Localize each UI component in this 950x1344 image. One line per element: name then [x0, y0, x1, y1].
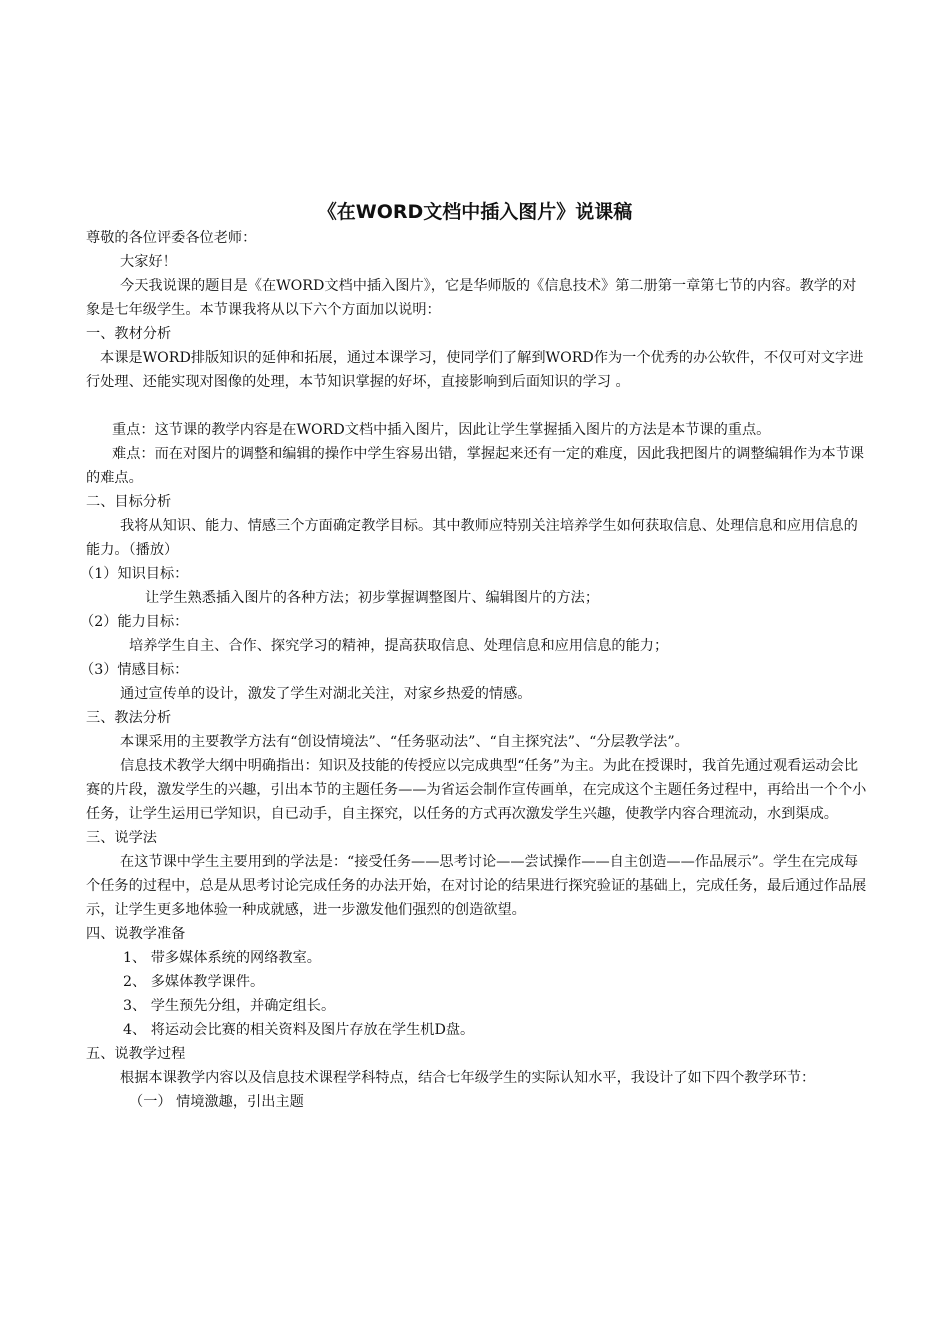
section-heading-preparation: 四、说教学准备 [86, 926, 186, 942]
emotion-goal-text: 通过宣传单的设计，激发了学生对湖北关注，对家乡热爱的情感。 [120, 686, 532, 702]
textbook-analysis-paragraph: 本课是WORD排版知识的延伸和拓展，通过本课学习，使同学们了解到WORD作为一个优秀的办公软件，不仅可对文字进行处理、还能实现对图像的处理，本节知识掌握的好坏，直接影响到后面知识的学习 。 [86, 350, 864, 390]
teaching-process-subheading: （一） 情境激趣，引出主题 [129, 1094, 304, 1110]
learning-method-paragraph: 在这节课中学生主要用到的学法是：“接受任务——思考讨论——尝试操作——自主创造——作品展示”。学生在完成每个任务的过程中，总是从思考讨论完成任务的办法开始，在对讨论的结果进行探究验证的基础上，完成任务，最后通过作品展示，让学生更多地体验一种成就感，进一步激发他们强烈的创造欲望。 [86, 854, 867, 918]
section-heading-learning-method: 三、说学法 [86, 830, 157, 846]
salutation: 尊敬的各位评委各位老师： [86, 230, 257, 246]
preparation-item: 3、 学生预先分组，并确定组长。 [123, 998, 336, 1014]
preparation-item: 1、 带多媒体系统的网络教室。 [123, 950, 321, 966]
difficulty-paragraph: 难点：而在对图片的调整和编辑的操作中学生容易出错，掌握起来还有一定的难度，因此我把图片的调整编辑作为本节课的难点。 [86, 446, 864, 486]
ability-goal-text: 培养学生自主、合作、探究学习的精神，提高获取信息、处理信息和应用信息的能力； [129, 638, 669, 654]
section-heading-textbook-analysis: 一、教材分析 [86, 326, 172, 342]
goal-analysis-paragraph: 我将从知识、能力、情感三个方面确定教学目标。其中教师应特别关注培养学生如何获取信息、处理信息和应用信息的能力。（播放） [86, 518, 858, 558]
teaching-method-paragraph-1: 本课采用的主要教学方法有“创设情境法”、“任务驱动法”、“自主探究法”、“分层教学法”。 [120, 734, 689, 750]
knowledge-goal-label: （1）知识目标： [80, 566, 189, 582]
preparation-item: 2、 多媒体教学课件。 [123, 974, 265, 990]
preparation-item: 4、 将运动会比赛的相关资料及图片存放在学生机D盘。 [123, 1022, 475, 1038]
section-heading-goal-analysis: 二、目标分析 [86, 494, 172, 510]
document-body [80, 226, 868, 1114]
section-heading-teaching-method: 三、教法分析 [86, 710, 172, 726]
emotion-goal-label: （3）情感目标： [80, 662, 189, 678]
knowledge-goal-text: 让学生熟悉插入图片的各种方法；初步掌握调整图片、编辑图片的方法； [145, 590, 600, 606]
teaching-process-paragraph: 根据本课教学内容以及信息技术课程学科特点，结合七年级学生的实际认知水平，我设计了如下四个教学环节： [120, 1070, 816, 1086]
teaching-method-paragraph-2: 信息技术教学大纲中明确指出：知识及技能的传授应以完成典型“任务”为主。为此在授课时，我首先通过观看运动会比赛的片段，激发学生的兴趣，引出本节的主题任务——为省运会制作宣传画单，在完成这个主题任务过程中，再给出一个个小任务，让学生运用已学知识，自已动手，自主探究，以任务的方式再次激发学生兴趣，使教学内容合理流动，水到渠成。 [86, 758, 867, 822]
blank-line [86, 394, 868, 418]
document-title: 《在WORD文档中插入图片》说课稿 [317, 201, 633, 223]
intro-paragraph: 今天我说课的题目是《在WORD文档中插入图片》，它是华师版的《信息技术》第二册第一章第七节的内容。教学的对象是七年级学生。本节课我将从以下六个方面加以说明： [86, 278, 857, 318]
greeting: 大家好！ [120, 254, 177, 270]
key-point-paragraph: 重点：这节课的教学内容是在WORD文档中插入图片，因此让学生掌握插入图片的方法是本节课的重点。 [112, 422, 771, 438]
ability-goal-label: （2）能力目标： [80, 614, 189, 630]
section-heading-teaching-process: 五、说教学过程 [86, 1046, 186, 1062]
